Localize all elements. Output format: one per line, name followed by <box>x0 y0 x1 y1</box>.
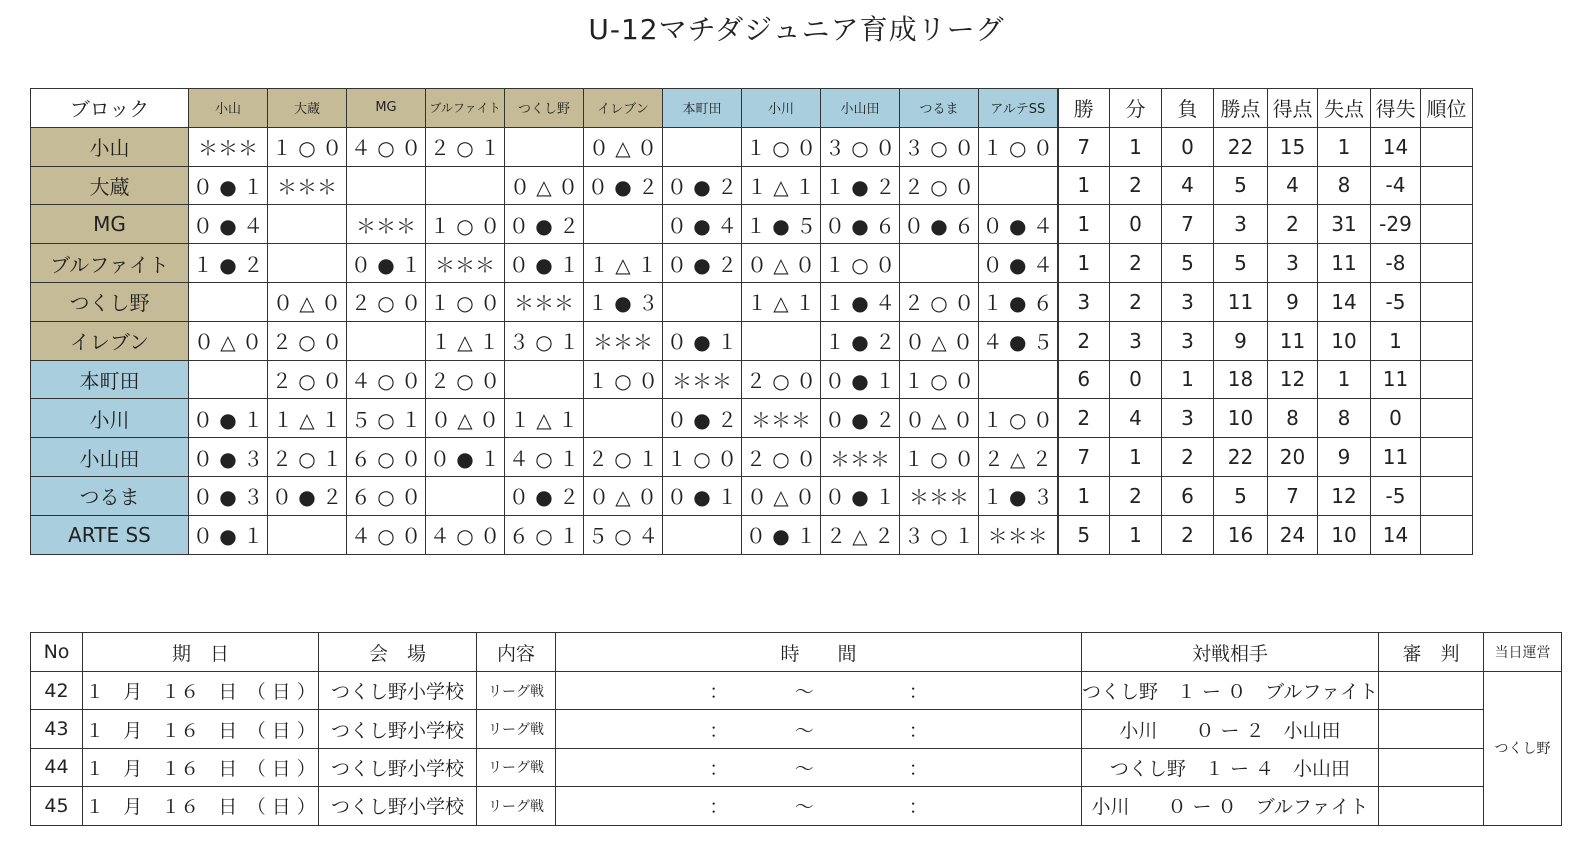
team-column-header: アルテSS <box>979 89 1058 128</box>
match-result <box>742 321 821 360</box>
match-result: ４ ○ ０ <box>347 515 426 554</box>
match-result: ６ ○ １ <box>505 515 584 554</box>
match-result: １ △ １ <box>268 399 347 438</box>
match-result: ０ △ ０ <box>189 321 268 360</box>
stat-value: 11 <box>1371 438 1421 477</box>
match-time: ： ～ ： <box>556 710 1082 748</box>
stat-value: 2 <box>1110 244 1162 283</box>
match-venue: つくし野小学校 <box>319 672 477 710</box>
team-name: つるま <box>31 476 189 515</box>
stat-value: 7 <box>1162 205 1214 244</box>
match-result: ２ ○ ０ <box>900 166 979 205</box>
stat-value: 31 <box>1318 205 1371 244</box>
team-column-header: 小山田 <box>821 89 900 128</box>
stat-value: 0 <box>1110 360 1162 399</box>
match-result: １ ○ ０ <box>268 127 347 166</box>
match-opponents: 小川 ０ ー ０ ブルファイト <box>1082 787 1379 825</box>
match-result: ０ ● ２ <box>505 476 584 515</box>
team-column-header: つるま <box>900 89 979 128</box>
stat-column-header: 分 <box>1110 89 1162 128</box>
match-result <box>584 205 663 244</box>
team-column-header: 小川 <box>742 89 821 128</box>
team-name: イレブン <box>31 321 189 360</box>
stat-value: 9 <box>1268 282 1318 321</box>
team-name: MG <box>31 205 189 244</box>
match-result: ５ ○ １ <box>347 399 426 438</box>
match-number: 45 <box>31 787 83 825</box>
match-result: ０ △ ０ <box>742 476 821 515</box>
match-number: 44 <box>31 748 83 786</box>
stat-value: 11 <box>1371 360 1421 399</box>
match-result: １ △ １ <box>426 321 505 360</box>
schedule-header-content: 内容 <box>477 633 556 672</box>
schedule-header-duty: 当日運営 <box>1483 633 1561 672</box>
match-time: ： ～ ： <box>556 672 1082 710</box>
match-result: ２ ○ ０ <box>426 360 505 399</box>
team-name: 小山 <box>31 127 189 166</box>
match-result: １ ○ ０ <box>979 127 1058 166</box>
match-type: リーグ戦 <box>477 748 556 786</box>
match-result <box>584 399 663 438</box>
stat-value: 1 <box>1162 360 1214 399</box>
stat-value: 10 <box>1318 321 1371 360</box>
match-result: ＊＊＊ <box>189 127 268 166</box>
match-result: ０ △ ０ <box>426 399 505 438</box>
match-result: ２ ○ １ <box>426 127 505 166</box>
stat-value: 1 <box>1110 515 1162 554</box>
match-result <box>505 127 584 166</box>
team-name: 本町田 <box>31 360 189 399</box>
stat-value: 2 <box>1162 515 1214 554</box>
stat-value: 14 <box>1371 127 1421 166</box>
stat-value <box>1421 321 1473 360</box>
match-result: ０ ● ４ <box>189 205 268 244</box>
table-row <box>31 360 1473 399</box>
match-time: ： ～ ： <box>556 748 1082 786</box>
stat-value <box>1421 438 1473 477</box>
team-name: ブルファイト <box>31 244 189 283</box>
match-result <box>505 360 584 399</box>
match-type: リーグ戦 <box>477 710 556 748</box>
team-name: 小川 <box>31 399 189 438</box>
match-result: ＊＊＊ <box>900 476 979 515</box>
match-result: ４ ○ ０ <box>426 515 505 554</box>
schedule-header-venue: 会 場 <box>319 633 477 672</box>
match-result: ０ ● ２ <box>821 399 900 438</box>
stat-value: 3 <box>1162 321 1214 360</box>
match-result: １ ● ５ <box>742 205 821 244</box>
stat-value: 5 <box>1214 166 1268 205</box>
match-result: １ ● ３ <box>979 476 1058 515</box>
match-result: １ ○ ０ <box>426 205 505 244</box>
match-referee <box>1378 672 1483 710</box>
match-result <box>426 476 505 515</box>
match-result: ０ ● １ <box>426 438 505 477</box>
stat-value: 10 <box>1318 515 1371 554</box>
stat-value: 8 <box>1318 399 1371 438</box>
match-result: ５ ○ ４ <box>584 515 663 554</box>
match-result: ０ ● ６ <box>900 205 979 244</box>
match-result: ０ ● １ <box>189 166 268 205</box>
match-result: ０ ● ２ <box>584 166 663 205</box>
match-referee <box>1378 787 1483 825</box>
match-venue: つくし野小学校 <box>319 787 477 825</box>
stat-value <box>1421 127 1473 166</box>
match-result: ＊＊＊ <box>426 244 505 283</box>
table-row <box>31 710 1562 748</box>
stat-value: 6 <box>1162 476 1214 515</box>
stat-value: 1 <box>1058 476 1110 515</box>
stat-value: -4 <box>1371 166 1421 205</box>
match-result: ０ △ ０ <box>584 127 663 166</box>
match-result: ０ ● １ <box>821 360 900 399</box>
match-result: ０ ● ２ <box>663 166 742 205</box>
page-title: U-12マチダジュニア育成リーグ <box>588 13 1005 46</box>
stat-value: 4 <box>1110 399 1162 438</box>
stat-value: 16 <box>1214 515 1268 554</box>
match-time: ： ～ ： <box>556 787 1082 825</box>
match-result: ０ ● ２ <box>268 476 347 515</box>
stat-value <box>1421 282 1473 321</box>
stat-value: 1 <box>1058 244 1110 283</box>
match-result: ２ △ ２ <box>979 438 1058 477</box>
schedule-header-referee: 審 判 <box>1378 633 1483 672</box>
stat-value: 11 <box>1268 321 1318 360</box>
match-result: ＊＊＊ <box>742 399 821 438</box>
stat-value <box>1421 360 1473 399</box>
stat-value: 2 <box>1110 476 1162 515</box>
match-result: １ ● ３ <box>584 282 663 321</box>
match-result: ０ ● ２ <box>663 244 742 283</box>
match-result <box>426 166 505 205</box>
match-result <box>663 282 742 321</box>
stat-value: 2 <box>1110 166 1162 205</box>
team-column-header: MG <box>347 89 426 128</box>
match-result: ０ ● １ <box>505 244 584 283</box>
team-name: つくし野 <box>31 282 189 321</box>
stat-value: 3 <box>1058 282 1110 321</box>
match-result: ０ ● １ <box>742 515 821 554</box>
match-opponents: つくし野 １ ー ４ 小山田 <box>1082 748 1379 786</box>
match-result: １ ○ ０ <box>663 438 742 477</box>
match-result: １ ● ２ <box>821 321 900 360</box>
match-result: １ △ １ <box>742 282 821 321</box>
stat-value: 3 <box>1162 399 1214 438</box>
duty-team: つくし野 <box>1483 672 1561 826</box>
match-result: ０ ● ４ <box>979 244 1058 283</box>
stat-value: 12 <box>1268 360 1318 399</box>
match-result: １ ● ２ <box>189 244 268 283</box>
match-referee <box>1378 748 1483 786</box>
block-header: ブロック <box>31 89 189 128</box>
match-result: ＊＊＊ <box>663 360 742 399</box>
match-result <box>663 127 742 166</box>
match-result <box>979 166 1058 205</box>
match-date: １ 月 １６ 日 （ 日 ） <box>83 748 319 786</box>
schedule-header-time: 時 間 <box>556 633 1082 672</box>
match-number: 42 <box>31 672 83 710</box>
stat-value: 18 <box>1214 360 1268 399</box>
table-row <box>31 787 1562 825</box>
stat-value: 0 <box>1110 205 1162 244</box>
stat-value: 22 <box>1214 438 1268 477</box>
match-result: ４ ○ １ <box>505 438 584 477</box>
match-result: ＊＊＊ <box>347 205 426 244</box>
schedule-header-date: 期 日 <box>83 633 319 672</box>
stat-value: 10 <box>1214 399 1268 438</box>
match-result: ０ ● ４ <box>979 205 1058 244</box>
stat-value: 2 <box>1162 438 1214 477</box>
match-result: ＊＊＊ <box>268 166 347 205</box>
match-result <box>347 321 426 360</box>
match-result: ０ ● １ <box>821 476 900 515</box>
stat-value <box>1421 476 1473 515</box>
stat-value: 11 <box>1214 282 1268 321</box>
stat-value: 5 <box>1058 515 1110 554</box>
table-row <box>31 127 1473 166</box>
stat-value: -5 <box>1371 282 1421 321</box>
stat-value: -29 <box>1371 205 1421 244</box>
stat-value: -5 <box>1371 476 1421 515</box>
stat-value: 1 <box>1318 360 1371 399</box>
stat-value: 22 <box>1214 127 1268 166</box>
standings-header-row <box>31 89 1473 128</box>
match-result: １ ● ６ <box>979 282 1058 321</box>
stat-value: 0 <box>1371 399 1421 438</box>
match-result: ０ ● ３ <box>189 438 268 477</box>
team-name: 小山田 <box>31 438 189 477</box>
team-column-header: 小山 <box>189 89 268 128</box>
schedule-table <box>30 632 1562 826</box>
match-result: ２ ○ ０ <box>742 438 821 477</box>
match-result: ０ △ ０ <box>584 476 663 515</box>
match-result: ０ ● １ <box>189 515 268 554</box>
match-date: １ 月 １６ 日 （ 日 ） <box>83 672 319 710</box>
match-result: ６ ○ ０ <box>347 476 426 515</box>
stat-value <box>1421 166 1473 205</box>
match-result: ＊＊＊ <box>584 321 663 360</box>
match-result: ３ ○ １ <box>900 515 979 554</box>
match-result: ３ ○ ０ <box>821 127 900 166</box>
stat-value: 15 <box>1268 127 1318 166</box>
stat-value: 2 <box>1058 399 1110 438</box>
match-result: ３ ○ １ <box>505 321 584 360</box>
standings-table <box>30 88 1473 555</box>
stat-value: 4 <box>1162 166 1214 205</box>
match-type: リーグ戦 <box>477 672 556 710</box>
match-result: １ ○ ０ <box>584 360 663 399</box>
stat-column-header: 勝点 <box>1214 89 1268 128</box>
table-row <box>31 748 1562 786</box>
stat-column-header: 勝 <box>1058 89 1110 128</box>
match-result: ０ ● １ <box>189 399 268 438</box>
stat-value <box>1421 205 1473 244</box>
stat-value: 9 <box>1214 321 1268 360</box>
match-result: ０ △ ０ <box>900 399 979 438</box>
stat-value: 14 <box>1371 515 1421 554</box>
stat-value: 9 <box>1318 438 1371 477</box>
stat-value <box>1421 515 1473 554</box>
match-result: ＊＊＊ <box>505 282 584 321</box>
stat-value: -8 <box>1371 244 1421 283</box>
stat-value: 1 <box>1110 438 1162 477</box>
stat-column-header: 失点 <box>1318 89 1371 128</box>
match-result <box>268 515 347 554</box>
stat-value: 3 <box>1110 321 1162 360</box>
match-result: １ ● ２ <box>821 166 900 205</box>
match-result: ０ ● ３ <box>189 476 268 515</box>
match-type: リーグ戦 <box>477 787 556 825</box>
stat-value: 7 <box>1268 476 1318 515</box>
match-result: ０ △ ０ <box>268 282 347 321</box>
match-result: ＊＊＊ <box>821 438 900 477</box>
match-result: ２ ○ ０ <box>347 282 426 321</box>
stat-value: 6 <box>1058 360 1110 399</box>
match-number: 43 <box>31 710 83 748</box>
match-result <box>900 244 979 283</box>
match-result <box>268 205 347 244</box>
match-venue: つくし野小学校 <box>319 748 477 786</box>
match-result: ２ ○ ０ <box>900 282 979 321</box>
stat-value: 7 <box>1058 438 1110 477</box>
table-row <box>31 205 1473 244</box>
stat-value: 8 <box>1268 399 1318 438</box>
table-row <box>31 166 1473 205</box>
stat-value: 2 <box>1110 282 1162 321</box>
stat-value: 14 <box>1318 282 1371 321</box>
match-result: ０ ● １ <box>663 476 742 515</box>
match-result: １ △ １ <box>584 244 663 283</box>
table-row <box>31 399 1473 438</box>
match-result: ４ ○ ０ <box>347 360 426 399</box>
stat-value: 11 <box>1318 244 1371 283</box>
match-result: １ △ １ <box>742 166 821 205</box>
stat-value: 5 <box>1214 244 1268 283</box>
match-referee <box>1378 710 1483 748</box>
match-date: １ 月 １６ 日 （ 日 ） <box>83 710 319 748</box>
match-result: ０ ● ２ <box>505 205 584 244</box>
match-result: ２ ○ １ <box>268 438 347 477</box>
stat-value: 2 <box>1268 205 1318 244</box>
stat-value: 3 <box>1214 205 1268 244</box>
stat-value: 24 <box>1268 515 1318 554</box>
stat-column-header: 順位 <box>1421 89 1473 128</box>
match-opponents: つくし野 １ ー ０ ブルファイト <box>1082 672 1379 710</box>
match-result: ０ △ ０ <box>900 321 979 360</box>
match-result: ２ ○ ０ <box>742 360 821 399</box>
stat-value: 3 <box>1268 244 1318 283</box>
match-result: １ △ １ <box>505 399 584 438</box>
table-row <box>31 438 1473 477</box>
match-result: ４ ○ ０ <box>347 127 426 166</box>
stat-value: 1 <box>1110 127 1162 166</box>
match-result: ０ ● ２ <box>663 399 742 438</box>
match-result: ２ ○ ０ <box>268 321 347 360</box>
stat-value: 0 <box>1162 127 1214 166</box>
team-column-header: イレブン <box>584 89 663 128</box>
match-result: １ ○ ０ <box>979 399 1058 438</box>
stat-column-header: 得点 <box>1268 89 1318 128</box>
schedule-header-no: No <box>31 633 83 672</box>
stat-value: 1 <box>1058 205 1110 244</box>
match-result: ３ ○ ０ <box>900 127 979 166</box>
stat-value: 7 <box>1058 127 1110 166</box>
match-result: ２ ○ １ <box>584 438 663 477</box>
table-row <box>31 476 1473 515</box>
stat-value: 12 <box>1318 476 1371 515</box>
stat-value: 2 <box>1058 321 1110 360</box>
match-result <box>189 360 268 399</box>
stat-value: 1 <box>1318 127 1371 166</box>
stat-value: 4 <box>1268 166 1318 205</box>
match-result: ６ ○ ０ <box>347 438 426 477</box>
match-venue: つくし野小学校 <box>319 710 477 748</box>
team-column-header: 本町田 <box>663 89 742 128</box>
team-column-header: 大蔵 <box>268 89 347 128</box>
stat-value: 20 <box>1268 438 1318 477</box>
match-date: １ 月 １６ 日 （ 日 ） <box>83 787 319 825</box>
stat-value <box>1421 399 1473 438</box>
match-result: ０ ● ４ <box>663 205 742 244</box>
stat-value <box>1421 244 1473 283</box>
match-result: １ ○ ０ <box>742 127 821 166</box>
match-result: １ ○ ０ <box>900 360 979 399</box>
table-row <box>31 672 1562 710</box>
team-name: ARTE SS <box>31 515 189 554</box>
match-result: ０ ● １ <box>663 321 742 360</box>
table-row <box>31 244 1473 283</box>
match-result: ０ ● １ <box>347 244 426 283</box>
match-result: １ ○ ０ <box>821 244 900 283</box>
match-result: ＊＊＊ <box>979 515 1058 554</box>
schedule-header-row <box>31 633 1562 672</box>
team-column-header: つくし野 <box>505 89 584 128</box>
match-result: ０ △ ０ <box>505 166 584 205</box>
match-result: ２ ○ ０ <box>268 360 347 399</box>
match-result <box>979 360 1058 399</box>
stat-value: 8 <box>1318 166 1371 205</box>
stat-value: 3 <box>1162 282 1214 321</box>
match-result <box>268 244 347 283</box>
stat-column-header: 負 <box>1162 89 1214 128</box>
match-result: ０ △ ０ <box>742 244 821 283</box>
stat-value: 1 <box>1058 166 1110 205</box>
match-result: ４ ● ５ <box>979 321 1058 360</box>
stat-value: 5 <box>1162 244 1214 283</box>
match-result <box>189 282 268 321</box>
match-result: １ ○ ０ <box>426 282 505 321</box>
match-opponents: 小川 ０ ー ２ 小山田 <box>1082 710 1379 748</box>
team-column-header: ブルファイト <box>426 89 505 128</box>
team-name: 大蔵 <box>31 166 189 205</box>
match-result: ０ ● ６ <box>821 205 900 244</box>
schedule-header-match: 対戦相手 <box>1082 633 1379 672</box>
match-result: １ ● ４ <box>821 282 900 321</box>
stat-value: 1 <box>1371 321 1421 360</box>
stat-column-header: 得失 <box>1371 89 1421 128</box>
table-row <box>31 282 1473 321</box>
match-result: ２ △ ２ <box>821 515 900 554</box>
table-row <box>31 515 1473 554</box>
stat-value: 5 <box>1214 476 1268 515</box>
match-result: １ ○ ０ <box>900 438 979 477</box>
match-result <box>347 166 426 205</box>
match-result <box>663 515 742 554</box>
table-row <box>31 321 1473 360</box>
